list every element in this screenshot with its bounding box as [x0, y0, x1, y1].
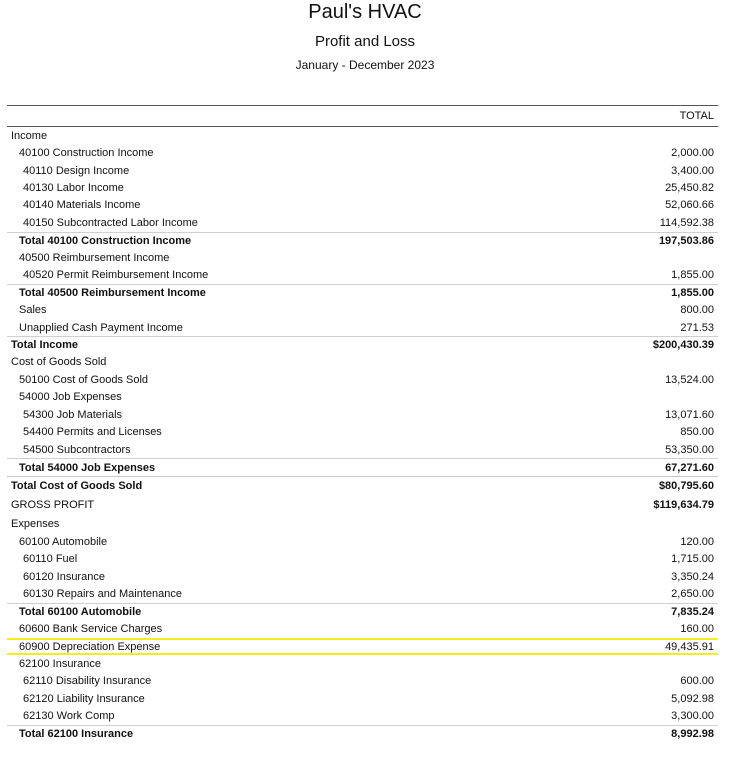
row-label: 60110 Fuel [23, 553, 78, 566]
row-label: 40520 Permit Reimbursement Income [23, 269, 209, 282]
row-label: 60130 Repairs and Maintenance [23, 588, 183, 601]
row-label: 40500 Reimbursement Income [19, 251, 170, 264]
report-row [7, 249, 718, 266]
row-label: 60100 Automobile [19, 535, 108, 548]
report-row [7, 495, 718, 516]
report-row [7, 458, 718, 475]
report-row [7, 586, 718, 603]
report-row [7, 319, 718, 336]
company-name: Paul's HVAC [308, 1, 422, 23]
report-rows [7, 127, 718, 742]
row-amount: 5,092.98 [671, 692, 714, 705]
report-row [7, 638, 718, 655]
report-row [7, 267, 718, 284]
row-amount: 271.53 [680, 321, 714, 334]
report-row [7, 214, 718, 231]
row-label: Total 40500 Reimbursement Income [19, 287, 206, 300]
report-row [7, 690, 718, 707]
row-label: Unapplied Cash Payment Income [19, 321, 183, 334]
report-row [7, 725, 718, 742]
row-label: 54300 Job Materials [23, 408, 123, 421]
row-label: Total 60100 Automobile [19, 606, 142, 619]
report-row [7, 197, 718, 214]
row-label: 54500 Subcontractors [23, 443, 131, 456]
row-label: 62100 Insurance [19, 657, 101, 670]
row-amount: 1,855.00 [671, 269, 714, 282]
profit-loss-table [7, 105, 718, 742]
row-amount: $80,795.60 [658, 479, 714, 492]
row-label: 40110 Design Income [23, 164, 130, 177]
row-amount: 13,071.60 [665, 408, 714, 421]
report-row [7, 354, 718, 371]
report-row [7, 232, 718, 249]
total-column-header: TOTAL [679, 110, 714, 122]
row-label: Sales [19, 304, 47, 317]
report-row [7, 371, 718, 388]
row-amount: 8,992.98 [671, 728, 714, 741]
row-amount: 1,855.00 [671, 287, 714, 300]
table-header [7, 106, 718, 127]
row-amount: 67,271.60 [665, 461, 714, 474]
report-row [7, 179, 718, 196]
row-amount: 850.00 [680, 426, 714, 439]
row-amount: 7,835.24 [671, 606, 714, 619]
row-amount: 25,450.82 [665, 182, 714, 195]
report-title: Profit and Loss [314, 33, 416, 50]
row-label: Total 40100 Construction Income [19, 234, 192, 247]
row-label: Total 54000 Job Expenses [19, 461, 156, 474]
row-label: 40100 Construction Income [19, 147, 154, 160]
row-label: 40130 Labor Income [23, 182, 124, 195]
row-amount: 13,524.00 [665, 373, 714, 386]
row-amount: 120.00 [680, 535, 714, 548]
report-row [7, 516, 718, 533]
row-amount: 160.00 [680, 623, 714, 636]
report-row [7, 389, 718, 406]
row-label: Expenses [11, 518, 60, 531]
report-row [7, 476, 718, 495]
row-label: 62130 Work Comp [23, 710, 115, 723]
row-amount: 49,435.91 [665, 640, 714, 653]
row-amount: 1,715.00 [671, 553, 714, 566]
report-row [7, 336, 718, 353]
row-amount: 2,000.00 [671, 147, 714, 160]
row-amount: $200,430.39 [652, 339, 714, 352]
report-row [7, 620, 718, 637]
row-amount: 3,300.00 [671, 710, 714, 723]
row-label: 62110 Disability Insurance [23, 675, 152, 688]
row-label: 60900 Depreciation Expense [19, 640, 161, 653]
row-amount: 114,592.38 [659, 216, 714, 229]
row-amount: 3,400.00 [671, 164, 714, 177]
report-row [7, 708, 718, 725]
report-row [7, 551, 718, 568]
row-amount: 53,350.00 [665, 443, 714, 456]
report-row [7, 441, 718, 458]
row-label: 40150 Subcontracted Labor Income [23, 216, 198, 229]
row-label: Total Income [11, 339, 79, 352]
row-label: 60120 Insurance [23, 570, 105, 583]
report-row [7, 406, 718, 423]
report-row [7, 301, 718, 318]
report-row [7, 533, 718, 550]
row-label: 54000 Job Expenses [19, 391, 122, 404]
report-row [7, 423, 718, 440]
row-amount: 2,650.00 [671, 588, 714, 601]
report-row [7, 127, 718, 144]
row-label: Cost of Goods Sold [11, 356, 107, 369]
report-row [7, 655, 718, 672]
row-label: 60600 Bank Service Charges [19, 623, 163, 636]
row-amount: 600.00 [680, 675, 714, 688]
row-label: GROSS PROFIT [11, 499, 95, 512]
row-amount: 52,060.66 [665, 199, 714, 212]
row-amount: 800.00 [680, 304, 714, 317]
report-row [7, 144, 718, 161]
report-period: January - December 2023 [295, 58, 435, 72]
row-label: 54400 Permits and Licenses [23, 426, 162, 439]
row-label: 62120 Liability Insurance [23, 692, 145, 705]
row-label: Total Cost of Goods Sold [11, 479, 143, 492]
row-label: 50100 Cost of Goods Sold [19, 373, 149, 386]
report-row [7, 603, 718, 620]
report-row [7, 284, 718, 301]
report-row [7, 162, 718, 179]
row-amount: 197,503.86 [658, 234, 714, 247]
row-amount: $119,634.79 [653, 499, 714, 512]
report-row [7, 673, 718, 690]
report-row [7, 568, 718, 585]
row-label: 40140 Materials Income [23, 199, 141, 212]
row-label: Total 62100 Insurance [19, 728, 134, 741]
row-amount: 3,350.24 [671, 570, 714, 583]
row-label: Income [11, 129, 48, 142]
